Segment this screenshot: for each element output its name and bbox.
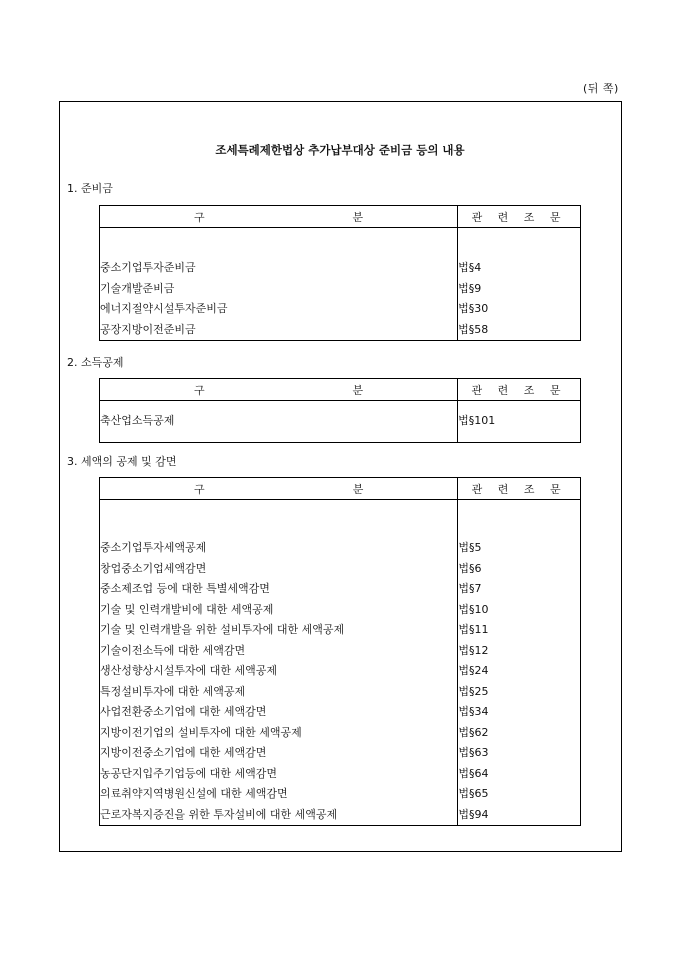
header-law: 관 련 조 문 (458, 478, 581, 500)
reserves-table (99, 205, 581, 341)
law-cell (458, 228, 581, 341)
income-deduction-table (99, 378, 581, 443)
list-item: 중소기업투자준비금 (100, 261, 196, 274)
list-item: 중소기업투자세액공제 (100, 541, 207, 554)
law-ref: 법§34 (458, 705, 489, 718)
law-ref: 법§6 (458, 561, 482, 575)
list-item: 기술 및 인력개발을 위한 설비투자에 대한 세액공제 (100, 623, 345, 636)
header-category-left: 구 (194, 482, 205, 496)
table-body-row (100, 401, 581, 443)
law-ref: 법§64 (458, 766, 489, 780)
law-ref: 법§30 (458, 302, 489, 315)
section-heading-income-deduction: 2. 소득공제 (67, 356, 124, 369)
table-header-row (100, 206, 581, 228)
header-category-right: 분 (352, 383, 364, 397)
law-ref: 법§62 (458, 725, 489, 739)
header-category-left: 구 (194, 210, 205, 224)
list-item: 생산성향상시설투자에 대한 세액공제 (100, 664, 278, 677)
list-item: 사업전환중소기업에 대한 세액감면 (100, 705, 267, 718)
law-ref: 법§11 (458, 623, 489, 636)
list-item: 기술이전소득에 대한 세액감면 (100, 643, 246, 657)
law-ref: 법§9 (458, 281, 482, 295)
list-item: 농공단지입주기업등에 대한 세액감면 (100, 766, 278, 780)
list-item: 특정설비투자에 대한 세액공제 (100, 684, 246, 698)
name-cell (100, 228, 458, 341)
tax-credits-table (99, 477, 581, 826)
name-cell (100, 500, 458, 826)
list-item: 지방이전기업의 설비투자에 대한 세액공제 (100, 725, 302, 739)
list-item: 축산업소득공제 (100, 414, 175, 427)
section-heading-tax-credits: 3. 세액의 공제 및 감면 (67, 455, 177, 468)
section-heading-reserves: 1. 준비금 (67, 182, 113, 195)
law-ref: 법§101 (458, 414, 496, 427)
law-cell (458, 500, 581, 826)
law-ref: 법§58 (458, 322, 489, 336)
list-item: 에너지절약시설투자준비금 (100, 302, 228, 315)
law-ref: 법§94 (458, 807, 489, 821)
list-item: 창업중소기업세액감면 (100, 561, 207, 575)
name-cell (100, 401, 458, 443)
list-item: 중소제조업 등에 대한 특별세액감면 (100, 582, 270, 595)
page-side-note: (뒤 쪽) (583, 82, 619, 95)
law-ref: 법§65 (458, 787, 489, 800)
header-law: 관 련 조 문 (458, 379, 581, 401)
law-ref: 법§25 (458, 684, 489, 698)
list-item: 지방이전중소기업에 대한 세액감면 (100, 746, 267, 759)
law-ref: 법§24 (458, 664, 489, 677)
list-item: 기술개발준비금 (100, 281, 175, 295)
header-category (100, 379, 458, 401)
table-body-row (100, 228, 581, 341)
header-category (100, 478, 458, 500)
law-ref: 법§5 (458, 541, 482, 554)
law-ref: 법§4 (458, 261, 482, 274)
header-category-right: 분 (352, 210, 364, 224)
table-header-row (100, 379, 581, 401)
law-ref: 법§7 (458, 582, 482, 595)
law-ref: 법§12 (458, 643, 489, 657)
list-item: 근로자복지증진을 위한 투자설비에 대한 세액공제 (100, 807, 338, 821)
law-ref: 법§63 (458, 746, 489, 759)
list-item: 공장지방이전준비금 (100, 322, 196, 336)
law-ref: 법§10 (458, 602, 489, 616)
header-category-left: 구 (194, 383, 205, 397)
page-title: 조세특례제한법상 추가납부대상 준비금 등의 내용 (215, 143, 465, 157)
table-header-row (100, 478, 581, 500)
header-category-right: 분 (352, 482, 364, 496)
header-law: 관 련 조 문 (458, 206, 581, 228)
list-item: 기술 및 인력개발비에 대한 세액공제 (100, 602, 274, 616)
table-body-row (100, 500, 581, 826)
list-item: 의료취약지역병원신설에 대한 세액감면 (100, 787, 288, 800)
header-category (100, 206, 458, 228)
law-cell (458, 401, 581, 443)
